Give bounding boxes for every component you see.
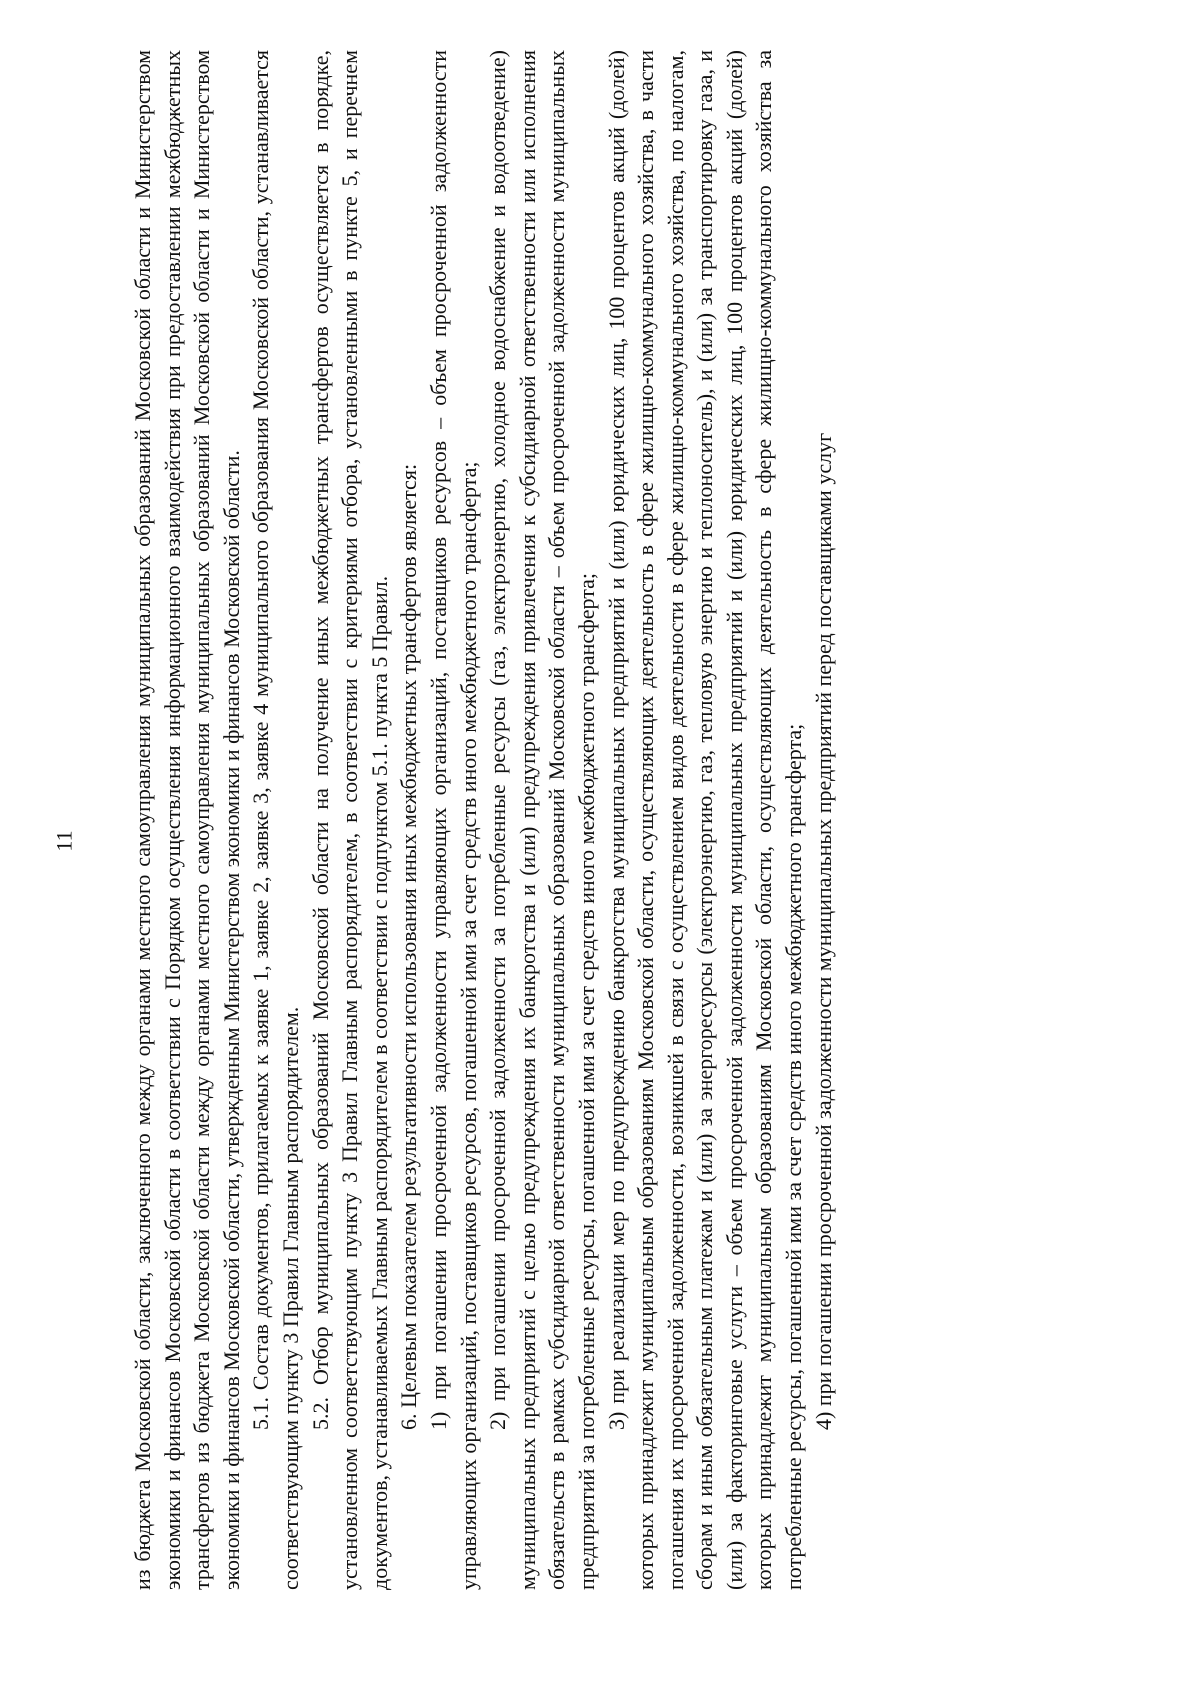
document-body <box>128 50 838 1590</box>
list-item-4: 4) при погашении просроченной задолженности муниципальных предприятий перед поставщиками услуг <box>810 432 836 1430</box>
paragraph-5-1: 5.1. Состав документов, прилагаемых к заявке 1, заявке 2, заявке 3, заявке 4 муниципального образования Московской области, устанавливается соответствующим пункту 3 Правил Главным распорядителем. <box>248 50 303 1590</box>
paragraph: из бюджета Московской области, заключенного между органами местного самоуправления муниципальных образований Московской области и Министерством экономики и финансов Московской области в соответствии с Порядком осуществления информационного взаимодействия при предоставлении межбюджетных трансфертов из бюджета Московской области между органами местного самоуправления муниципальных образований Московской области и Министерством экономики и финансов Московской области, утвержденным Министерством экономики и финансов Московской области. <box>130 50 244 1590</box>
paragraph-5-2: 5.2. Отбор муниципальных образований Московской области на получение иных межбюджетных трансфертов осуществляется в порядке, установленном соответствующим пункту 3 Правил Главным распорядителем, в соответствии с критериями отбора, установленными в пункте 5, и перечнем документов, устанавливаемых Главным распорядителем в соответствии с подпунктом 5.1. пункта 5 Правил. <box>307 50 392 1590</box>
list-item-2: 2) при погашении просроченной задолженности за потребленные ресурсы (газ, электроэнергию, холодное водоснабжение и водоотведение) муниципальных предприятий с целью предупреждения их банкротства и (или) предупреждения привлечения к субсидиарной ответственности или исполнения обязательств в рамках субсидиарной ответственности муниципальных образований Московской области – объем просроченной задолженности муниципальных предприятий за потребленные ресурсы, погашенной ими за счет средств иного межбюджетного трансферта; <box>485 50 599 1590</box>
list-item-1: 1) при погашении просроченной задолженности управляющих организаций, поставщиков ресурсов – объем просроченной задолженности управляющих организаций, поставщиков ресурсов, погашенной ими за счет средств иного межбюджетного трансферта; <box>425 50 481 1590</box>
page-number: 11 <box>51 830 77 852</box>
paragraph-6: 6. Целевым показателем результативности использования иных межбюджетных трансфертов является: <box>396 463 422 1430</box>
list-item-3: 3) при реализации мер по предупреждению банкротства муниципальных предприятий и (или) юридических лиц, 100 процентов акций (долей) которых принадлежит муниципальным образованиям Московской области, осуществляющих деятельность в сфере жилищно-коммунального хозяйства, в части погашения их просроченной задолженности, возникшей в связи с осуществлением видов деятельности в сфере жилищно-коммунального хозяйства, по налогам, сборам и иным обязательным платежам и (или) за энергоресурсы (электроэнергию, газ, тепловую энергию и теплоноситель), и (или) за транспортировку газа, и (или) за факторинговые услуги – объем просроченной задолженности муниципальных предприятий и (или) юридических лиц, 100 процентов акций (долей) которых принадлежит муниципальным образованиям Московской области, осуществляющих деятельность в сфере жилищно-коммунального хозяйства за потребленные ресурсы, погашенной ими за счет средств иного межбюджетного трансферта; <box>603 50 807 1590</box>
